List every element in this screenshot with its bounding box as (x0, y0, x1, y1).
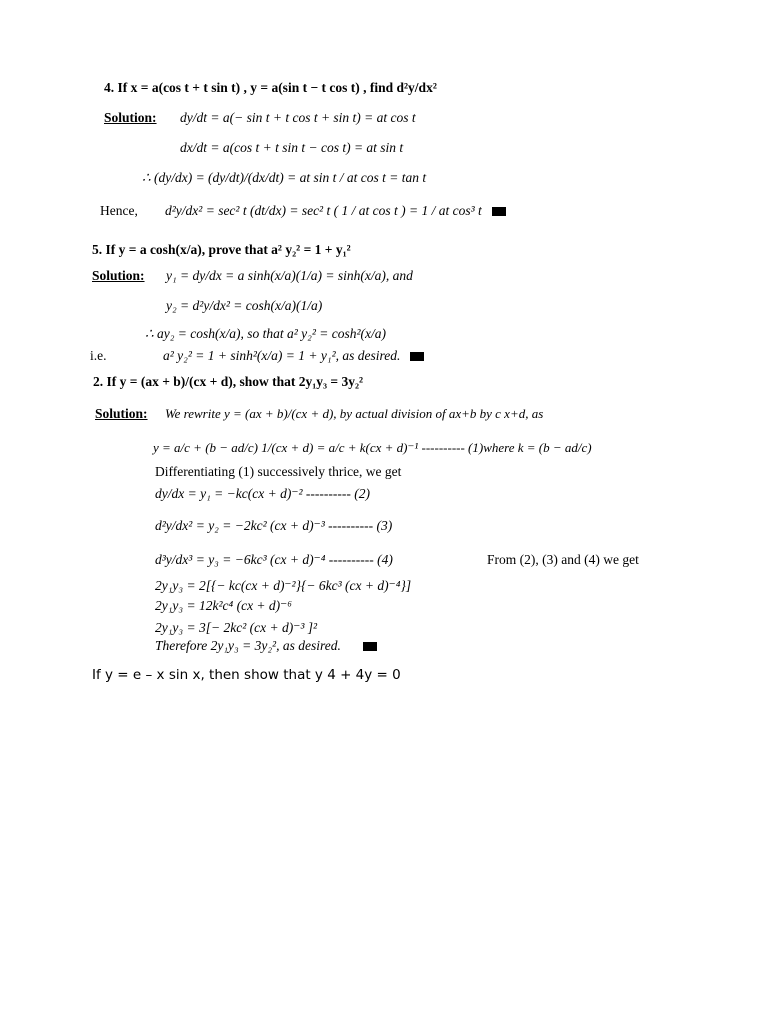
problem-4-solution-label: Solution: (104, 110, 157, 125)
problem-2-line-6: d³y/dx³ = y₃ = −6kc³ (cx + d)⁻⁴ ---------- (4) (155, 552, 393, 567)
problem-4-title: 4. If x = a(cos t + t sin t) , y = a(sin t − t cos t) , find d²y/dx² (104, 80, 437, 95)
end-of-proof-mark (410, 352, 424, 361)
problem-5-solution-label: Solution: (92, 268, 145, 283)
problem-4-line-3: ∴ (dy/dx) = (dy/dt)/(dx/dt) = at sin t / at cos t = tan t (142, 170, 427, 185)
problem-2-line-10 (155, 638, 377, 654)
footer-question: If y = e – x sin x, then show that y 4 + 4y = 0 (92, 667, 401, 683)
problem-4-line-1: dy/dt = a(− sin t + t cos t + sin t) = at cos t (180, 110, 416, 125)
end-of-proof-mark (492, 207, 506, 216)
problem-2-line-5: d²y/dx² = y₂ = −2kc² (cx + d)⁻³ ---------- (3) (155, 518, 393, 533)
problem-5-ie: i.e. (90, 348, 107, 363)
problem-5-title: 5. If y = a cosh(x/a), prove that a² y₂² = 1 + y₁² (92, 242, 351, 257)
problem-2-line-10-text: Therefore 2y₁y₃ = 3y₂², as desired. (155, 638, 341, 653)
problem-2-line-8: 2y₁y₃ = 12k²c⁴ (cx + d)⁻⁶ (155, 598, 292, 613)
problem-5-line-1: y₁ = dy/dx = a sinh(x/a)(1/a) = sinh(x/a), and (166, 268, 413, 283)
problem-2-title: 2. If y = (ax + b)/(cx + d), show that 2y₁y₃ = 3y₂² (93, 374, 364, 389)
problem-2-line-9: 2y₁y₃ = 3[− 2kc² (cx + d)⁻³ ]² (155, 620, 318, 635)
problem-5-line-4-text: a² y₂² = 1 + sinh²(x/a) = 1 + y₁², as desired. (163, 348, 401, 363)
problem-5-line-4 (163, 348, 424, 364)
problem-4-line-2: dx/dt = a(cos t + t sin t − cos t) = at sin t (180, 140, 404, 155)
problem-5-line-3: ∴ ay₂ = cosh(x/a), so that a² y₂² = cosh²(x/a) (145, 326, 387, 341)
problem-2-solution-label: Solution: (95, 406, 148, 421)
problem-5-line-2: y₂ = d²y/dx² = cosh(x/a)(1/a) (166, 298, 323, 313)
problem-4-line-4-text: d²y/dx² = sec² t (dt/dx) = sec² t ( 1 / at cos t ) = 1 / at cos³ t (165, 203, 482, 218)
problem-2-line-3: Differentiating (1) successively thrice, we get (155, 464, 402, 479)
problem-2-line-7: 2y₁y₃ = 2[{− kc(cx + d)⁻²}{− 6kc³ (cx + d)⁻⁴}] (155, 578, 412, 593)
problem-2-line-4: dy/dx = y₁ = −kc(cx + d)⁻² ---------- (2) (155, 486, 370, 501)
end-of-proof-mark (363, 642, 377, 651)
problem-2-line-2: y = a/c + (b − ad/c) 1/(cx + d) = a/c + k(cx + d)⁻¹ ---------- (1)where k = (b − ad/c) (153, 440, 592, 455)
problem-4-hence: Hence, (100, 203, 138, 218)
problem-2-line-1: We rewrite y = (ax + b)/(cx + d), by actual division of ax+b by c x+d, as (165, 406, 544, 421)
problem-2-line-6b: From (2), (3) and (4) we get (487, 552, 639, 567)
problem-4-line-4 (165, 203, 506, 219)
